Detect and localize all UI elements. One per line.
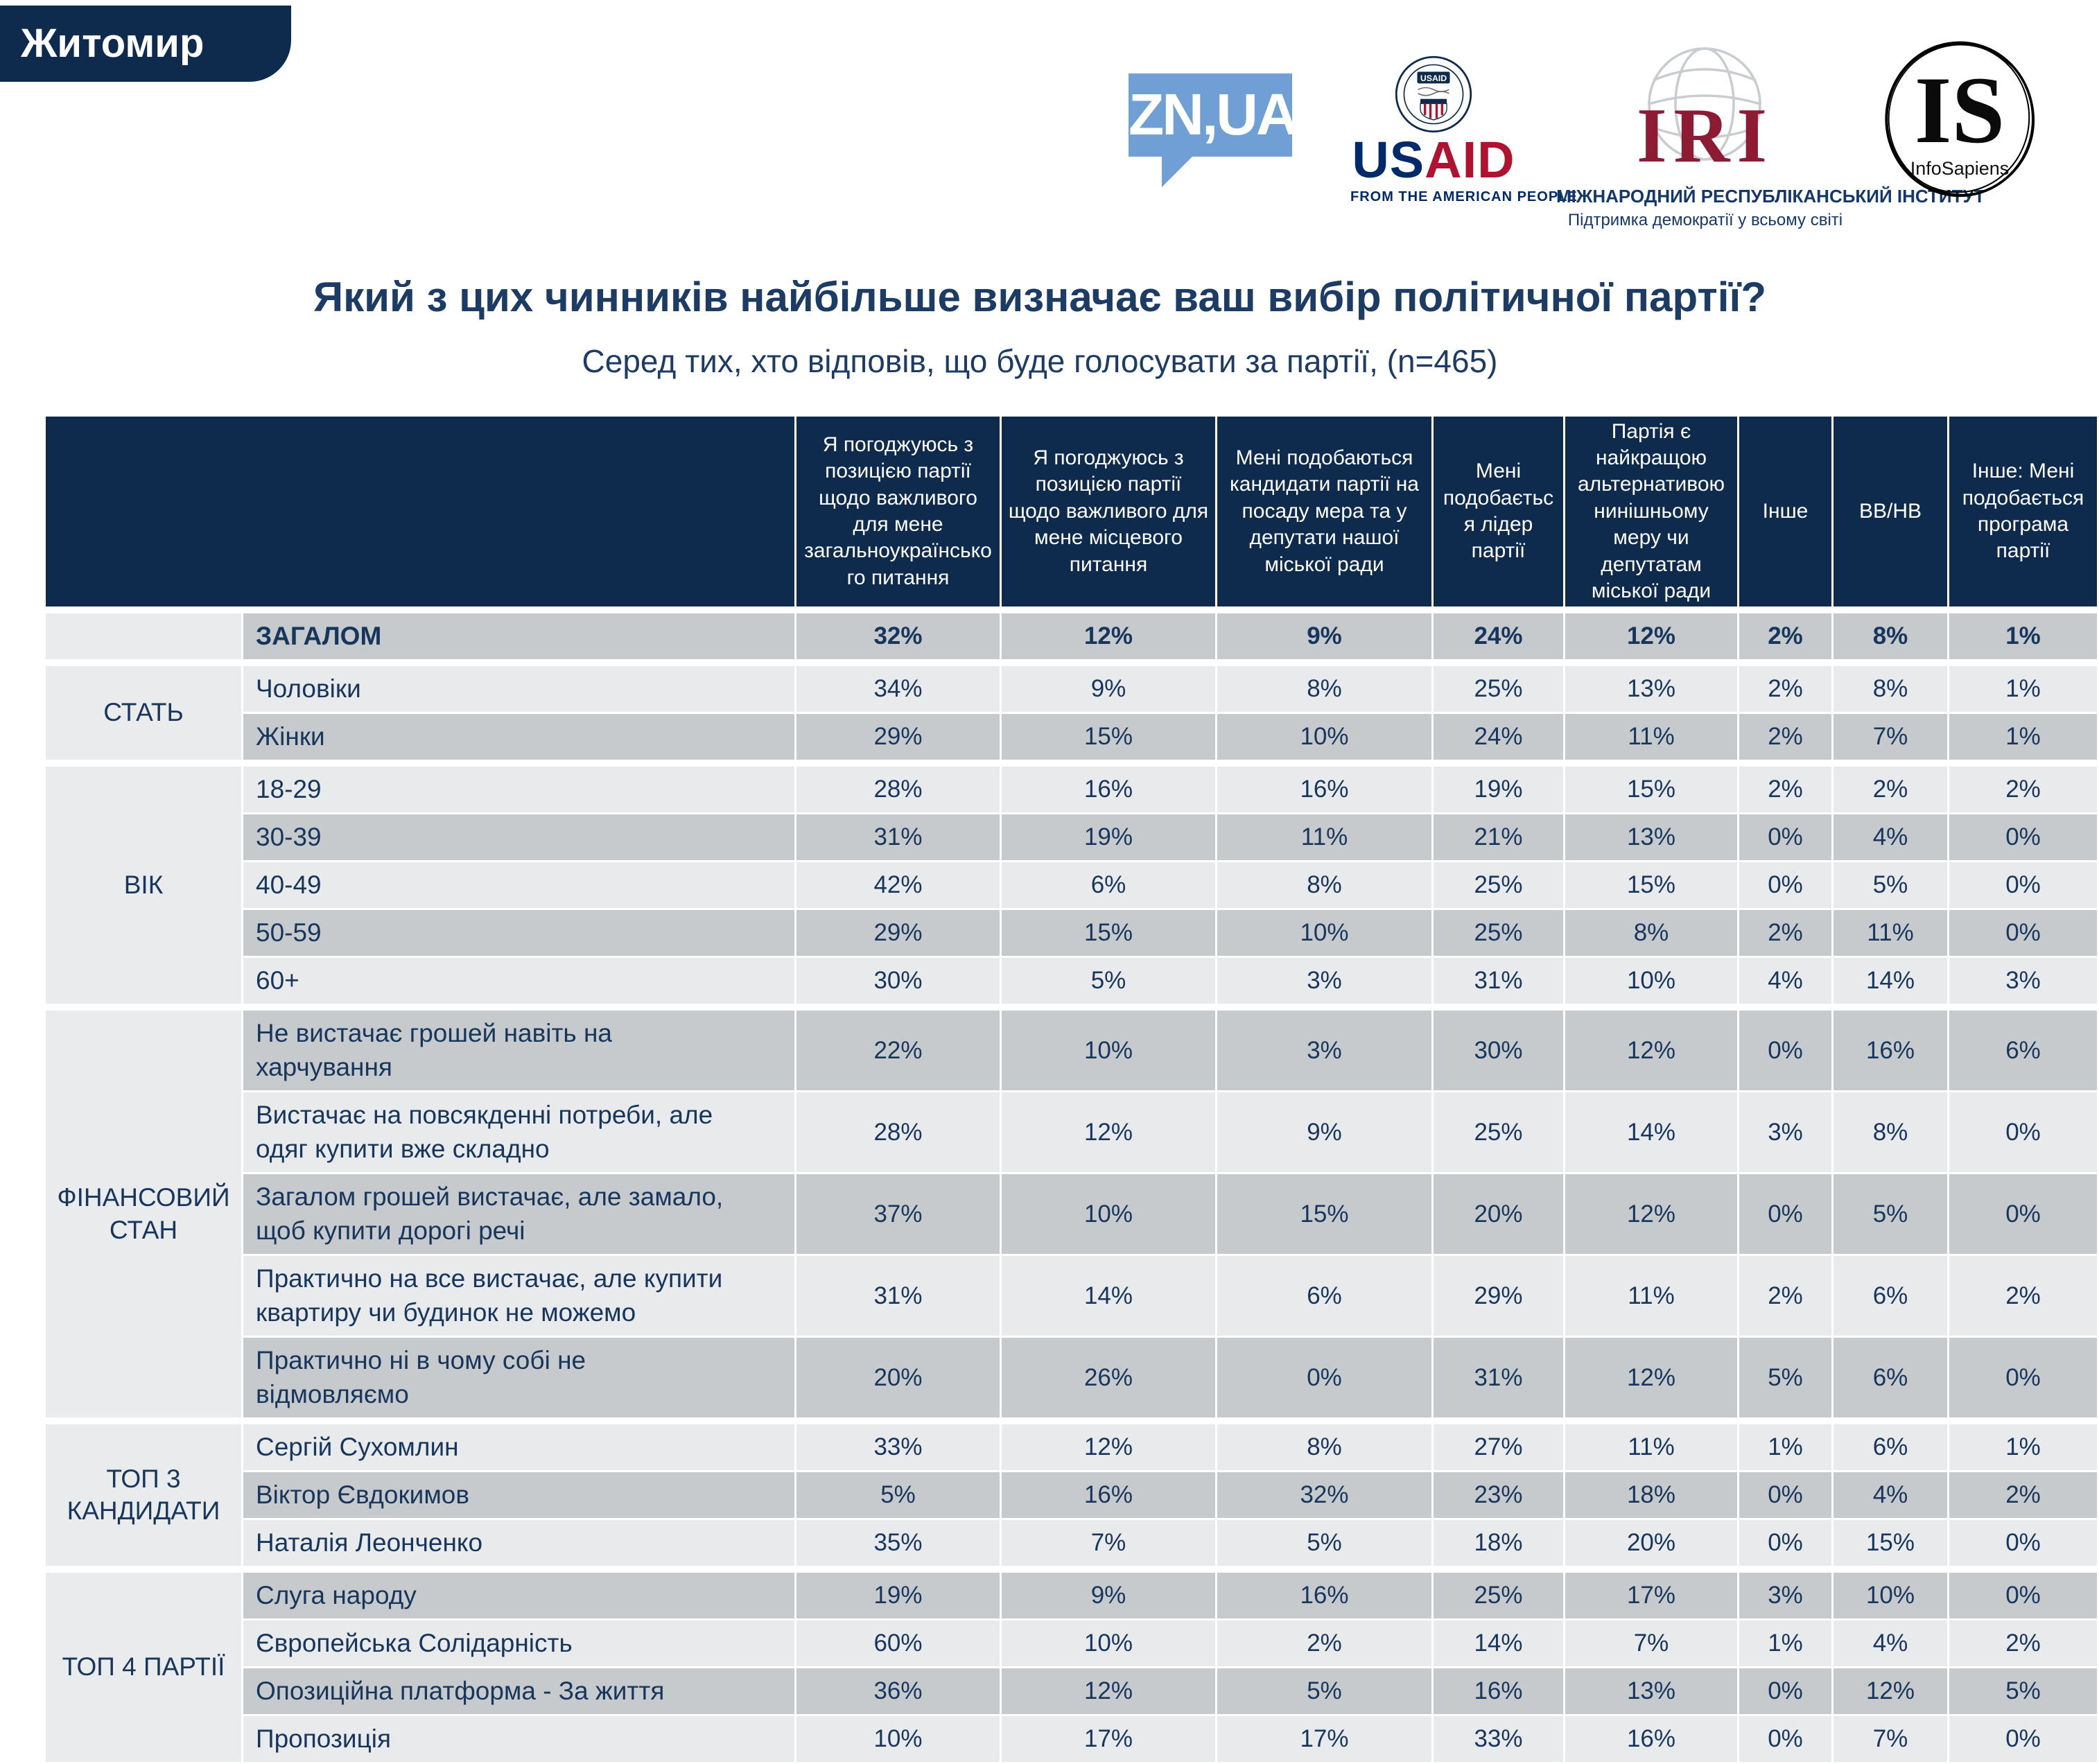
value-cell: 8% xyxy=(1834,666,1947,712)
value-cell: 5% xyxy=(1739,1338,1831,1417)
value-cell: 2% xyxy=(1217,1621,1431,1666)
value-cell: 0% xyxy=(1949,1174,2097,1254)
table-row xyxy=(46,862,2097,908)
row-label: Слуга народу xyxy=(243,1573,794,1618)
usaid-wordmark-us: US xyxy=(1352,131,1425,189)
value-cell: 17% xyxy=(1002,1716,1215,1762)
value-cell: 12% xyxy=(1002,1092,1215,1172)
table-row xyxy=(46,1520,2097,1566)
value-cell: 10% xyxy=(796,1716,1000,1762)
value-cell: 5% xyxy=(1834,1174,1947,1254)
value-cell: 21% xyxy=(1434,814,1563,860)
value-cell: 26% xyxy=(1002,1338,1215,1417)
value-cell: 12% xyxy=(1565,1338,1737,1417)
value-cell: 10% xyxy=(1002,1174,1215,1254)
value-cell: 3% xyxy=(1739,1573,1831,1618)
value-cell: 7% xyxy=(1565,1621,1737,1666)
value-cell: 29% xyxy=(796,910,1000,956)
usaid-logo xyxy=(1350,55,1578,205)
value-cell: 0% xyxy=(1949,1338,2097,1417)
value-cell: 9% xyxy=(1217,1092,1431,1172)
value-cell: 0% xyxy=(1949,862,2097,908)
row-label: Пропозиція xyxy=(243,1716,794,1762)
value-cell: 60% xyxy=(796,1621,1000,1666)
value-cell: 14% xyxy=(1002,1256,1215,1336)
value-cell: 11% xyxy=(1834,910,1947,956)
value-cell: 0% xyxy=(1949,1716,2097,1762)
value-cell: 31% xyxy=(796,814,1000,860)
value-cell: 3% xyxy=(1949,958,2097,1004)
value-cell: 10% xyxy=(1834,1573,1947,1618)
value-cell: 6% xyxy=(1834,1424,1947,1470)
value-cell: 15% xyxy=(1834,1520,1947,1566)
value-cell: 5% xyxy=(1217,1668,1431,1714)
table-row xyxy=(46,1424,2097,1470)
value-cell: 1% xyxy=(1949,1424,2097,1470)
value-cell: 23% xyxy=(1434,1472,1563,1518)
value-cell: 5% xyxy=(1217,1520,1431,1566)
group-label: ТОП 4 ПАРТІЇ xyxy=(46,1573,241,1762)
value-cell: 10% xyxy=(1565,958,1737,1004)
value-cell: 12% xyxy=(1834,1668,1947,1714)
group-label: ВІК xyxy=(46,767,241,1004)
region-tag: Житомир xyxy=(0,6,291,82)
value-cell: 1% xyxy=(1949,714,2097,760)
group-label: СТАТЬ xyxy=(46,666,241,760)
value-cell: 8% xyxy=(1834,1092,1947,1172)
value-cell: 4% xyxy=(1739,958,1831,1004)
value-cell: 2% xyxy=(1949,1256,2097,1336)
value-cell: 1% xyxy=(1739,1621,1831,1666)
value-cell: 15% xyxy=(1565,862,1737,908)
table-row xyxy=(46,1621,2097,1666)
value-cell: 5% xyxy=(796,1472,1000,1518)
value-cell: 15% xyxy=(1002,714,1215,760)
value-cell: 28% xyxy=(796,767,1000,812)
table-row xyxy=(46,1092,2097,1172)
value-cell: 11% xyxy=(1565,1256,1737,1336)
value-cell: 16% xyxy=(1002,767,1215,812)
value-cell: 12% xyxy=(1002,613,1215,659)
value-cell: 18% xyxy=(1434,1520,1563,1566)
row-label: Сергій Сухомлин xyxy=(243,1424,794,1470)
table-row xyxy=(46,1716,2097,1762)
value-cell: 14% xyxy=(1565,1092,1737,1172)
value-cell: 35% xyxy=(796,1520,1000,1566)
value-cell: 6% xyxy=(1949,1011,2097,1090)
value-cell: 4% xyxy=(1834,1621,1947,1666)
value-cell: 0% xyxy=(1739,1520,1831,1566)
value-cell: 12% xyxy=(1565,613,1737,659)
value-cell: 18% xyxy=(1565,1472,1737,1518)
value-cell: 8% xyxy=(1217,862,1431,908)
value-cell: 6% xyxy=(1834,1338,1947,1417)
value-cell: 4% xyxy=(1834,1472,1947,1518)
value-cell: 29% xyxy=(1434,1256,1563,1336)
value-cell: 3% xyxy=(1739,1092,1831,1172)
value-cell: 5% xyxy=(1834,862,1947,908)
value-cell: 28% xyxy=(796,1092,1000,1172)
value-cell: 8% xyxy=(1565,910,1737,956)
value-cell: 12% xyxy=(1565,1011,1737,1090)
row-label: Жінки xyxy=(243,714,794,760)
value-cell: 27% xyxy=(1434,1424,1563,1470)
usaid-wordmark xyxy=(1350,131,1517,189)
value-cell: 19% xyxy=(1002,814,1215,860)
value-cell: 0% xyxy=(1739,1668,1831,1714)
value-cell: 3% xyxy=(1217,1011,1431,1090)
group-separator xyxy=(46,609,2097,611)
value-cell: 2% xyxy=(1739,714,1831,760)
group-separator xyxy=(46,661,2097,664)
value-cell: 0% xyxy=(1739,1472,1831,1518)
value-cell: 33% xyxy=(1434,1716,1563,1762)
value-cell: 42% xyxy=(796,862,1000,908)
infosapiens-logo xyxy=(1880,36,2039,204)
value-cell: 7% xyxy=(1834,1716,1947,1762)
row-label: 50-59 xyxy=(243,910,794,956)
group-separator xyxy=(46,1420,2097,1422)
value-cell: 2% xyxy=(1834,767,1947,812)
znua-logo-text: ZN,UA xyxy=(1129,82,1296,147)
value-cell: 22% xyxy=(796,1011,1000,1090)
value-cell: 0% xyxy=(1217,1338,1431,1417)
page-title: Який з цих чинників найбільше визначає ваш вибір політичної партії? xyxy=(313,274,1766,320)
usaid-seal-text: USAID xyxy=(1420,73,1447,83)
column-header: Я погоджуюсь з позицією партії щодо важливого для мене загальноукраїнського питання xyxy=(796,417,1000,606)
table-row xyxy=(46,814,2097,860)
table-row xyxy=(46,1011,2097,1090)
row-label: Наталія Леонченко xyxy=(243,1520,794,1566)
value-cell: 6% xyxy=(1002,862,1215,908)
group-label: ТОП 3 КАНДИДАТИ xyxy=(46,1424,241,1566)
group-separator xyxy=(46,1006,2097,1008)
column-header: ВВ/НВ xyxy=(1834,417,1947,606)
row-label: 30-39 xyxy=(243,814,794,860)
group-separator xyxy=(46,762,2097,765)
table-row xyxy=(46,1256,2097,1336)
row-label: Загалом грошей вистачає, але замало, щоб купити дорогі речі xyxy=(243,1174,794,1254)
value-cell: 0% xyxy=(1739,1174,1831,1254)
column-header: Інше: Мені подобається програма партії xyxy=(1949,417,2097,606)
usaid-tagline: FROM THE AMERICAN PEOPLE xyxy=(1350,189,1578,204)
crosstab-table xyxy=(44,414,2099,1764)
value-cell: 25% xyxy=(1434,666,1563,712)
row-label: 40-49 xyxy=(243,862,794,908)
value-cell: 16% xyxy=(1434,1668,1563,1714)
value-cell: 19% xyxy=(796,1573,1000,1618)
value-cell: 16% xyxy=(1217,767,1431,812)
table-row xyxy=(46,1472,2097,1518)
value-cell: 5% xyxy=(1949,1668,2097,1714)
value-cell: 7% xyxy=(1834,714,1947,760)
value-cell: 0% xyxy=(1739,814,1831,860)
row-label: Вистачає на повсякденні потреби, але одяг купити вже складно xyxy=(243,1092,794,1172)
value-cell: 5% xyxy=(1002,958,1215,1004)
value-cell: 8% xyxy=(1834,613,1947,659)
column-header: Партія є найкращою альтернативою нинішньому меру чи депутатам міської ради xyxy=(1565,417,1737,606)
value-cell: 15% xyxy=(1002,910,1215,956)
value-cell: 20% xyxy=(1434,1174,1563,1254)
value-cell: 16% xyxy=(1002,1472,1215,1518)
value-cell: 24% xyxy=(1434,714,1563,760)
znua-speech-tail-icon xyxy=(1162,155,1194,187)
row-label: 60+ xyxy=(243,958,794,1004)
row-label: Європейська Солідарність xyxy=(243,1621,794,1666)
value-cell: 16% xyxy=(1565,1716,1737,1762)
value-cell: 17% xyxy=(1217,1716,1431,1762)
value-cell: 13% xyxy=(1565,814,1737,860)
iri-tagline: Підтримка демократії у всьому світі xyxy=(1567,211,1843,229)
value-cell: 19% xyxy=(1434,767,1563,812)
value-cell: 0% xyxy=(1739,1011,1831,1090)
value-cell: 31% xyxy=(796,1256,1000,1336)
value-cell: 31% xyxy=(1434,958,1563,1004)
value-cell: 4% xyxy=(1834,814,1947,860)
value-cell: 14% xyxy=(1834,958,1947,1004)
value-cell: 7% xyxy=(1002,1520,1215,1566)
value-cell: 11% xyxy=(1565,714,1737,760)
value-cell: 2% xyxy=(1949,1472,2097,1518)
value-cell: 6% xyxy=(1217,1256,1431,1336)
value-cell: 13% xyxy=(1565,666,1737,712)
value-cell: 8% xyxy=(1217,1424,1431,1470)
value-cell: 1% xyxy=(1949,613,2097,659)
row-label: Віктор Євдокимов xyxy=(243,1472,794,1518)
value-cell: 2% xyxy=(1949,1621,2097,1666)
value-cell: 25% xyxy=(1434,1573,1563,1618)
value-cell: 0% xyxy=(1739,1716,1831,1762)
iri-acronym: IRI xyxy=(1636,93,1775,179)
group-separator xyxy=(46,1568,2097,1571)
row-label: Чоловіки xyxy=(243,666,794,712)
table-corner xyxy=(46,417,794,606)
value-cell: 20% xyxy=(1565,1520,1737,1566)
table-row xyxy=(46,1174,2097,1254)
value-cell: 24% xyxy=(1434,613,1563,659)
value-cell: 10% xyxy=(1002,1621,1215,1666)
table-row xyxy=(46,613,2097,659)
value-cell: 29% xyxy=(796,714,1000,760)
value-cell: 16% xyxy=(1217,1573,1431,1618)
value-cell: 13% xyxy=(1565,1668,1737,1714)
table-row xyxy=(46,714,2097,760)
group-label: ФІНАНСОВИЙ СТАН xyxy=(46,1011,241,1417)
value-cell: 8% xyxy=(1217,666,1431,712)
value-cell: 12% xyxy=(1002,1668,1215,1714)
value-cell: 3% xyxy=(1217,958,1431,1004)
value-cell: 11% xyxy=(1217,814,1431,860)
column-header: Мені подобається лідер партії xyxy=(1434,417,1563,606)
table-row xyxy=(46,910,2097,956)
value-cell: 0% xyxy=(1949,1092,2097,1172)
infosapiens-name: InfoSapiens xyxy=(1910,158,2010,179)
value-cell: 31% xyxy=(1434,1338,1563,1417)
row-label: Практично на все вистачає, але купити квартиру чи будинок не можемо xyxy=(243,1256,794,1336)
value-cell: 9% xyxy=(1002,1573,1215,1618)
value-cell: 2% xyxy=(1739,910,1831,956)
value-cell: 2% xyxy=(1739,666,1831,712)
value-cell: 10% xyxy=(1217,910,1431,956)
value-cell: 32% xyxy=(1217,1472,1431,1518)
row-label: 18-29 xyxy=(243,767,794,812)
usaid-wordmark-aid: AID xyxy=(1425,131,1515,189)
iri-institute-line: МІЖНАРОДНИЙ РЕСПУБЛІКАНСЬКИЙ ІНСТИТУТ xyxy=(1556,186,1985,207)
value-cell: 1% xyxy=(1739,1424,1831,1470)
table-row xyxy=(46,666,2097,712)
value-cell: 2% xyxy=(1949,767,2097,812)
value-cell: 15% xyxy=(1565,767,1737,812)
table-row xyxy=(46,1338,2097,1417)
value-cell: 9% xyxy=(1002,666,1215,712)
value-cell: 34% xyxy=(796,666,1000,712)
value-cell: 2% xyxy=(1739,613,1831,659)
znua-logo xyxy=(1129,73,1296,157)
row-label: Опозиційна платформа - За життя xyxy=(243,1668,794,1714)
value-cell: 25% xyxy=(1434,1092,1563,1172)
value-cell: 16% xyxy=(1834,1011,1947,1090)
row-label: ЗАГАЛОМ xyxy=(243,613,794,659)
infosapiens-acronym: IS xyxy=(1914,57,2005,163)
page-subtitle: Серед тих, хто відповів, що буде голосувати за партії, (n=465) xyxy=(582,343,1498,379)
value-cell: 37% xyxy=(796,1174,1000,1254)
table-row xyxy=(46,958,2097,1004)
table-row xyxy=(46,767,2097,812)
value-cell: 10% xyxy=(1217,714,1431,760)
value-cell: 32% xyxy=(796,613,1000,659)
column-header: Мені подобаються кандидати партії на посаду мера та у депутати нашої міської ради xyxy=(1217,417,1431,606)
value-cell: 0% xyxy=(1949,910,2097,956)
value-cell: 20% xyxy=(796,1338,1000,1417)
value-cell: 0% xyxy=(1949,1573,2097,1618)
value-cell: 1% xyxy=(1949,666,2097,712)
value-cell: 36% xyxy=(796,1668,1000,1714)
value-cell: 6% xyxy=(1834,1256,1947,1336)
row-label: Практично ні в чому собі не відмовляємо xyxy=(243,1338,794,1417)
value-cell: 30% xyxy=(1434,1011,1563,1090)
value-cell: 0% xyxy=(1949,1520,2097,1566)
value-cell: 30% xyxy=(796,958,1000,1004)
value-cell: 33% xyxy=(796,1424,1000,1470)
table-row xyxy=(46,1573,2097,1618)
value-cell: 25% xyxy=(1434,862,1563,908)
value-cell: 10% xyxy=(1002,1011,1215,1090)
column-header: Я погоджуюсь з позицією партії щодо важливого для мене місцевого питання xyxy=(1002,417,1215,606)
value-cell: 11% xyxy=(1565,1424,1737,1470)
value-cell: 0% xyxy=(1739,862,1831,908)
value-cell: 17% xyxy=(1565,1573,1737,1618)
value-cell: 12% xyxy=(1565,1174,1737,1254)
value-cell: 2% xyxy=(1739,767,1831,812)
value-cell: 0% xyxy=(1949,814,2097,860)
value-cell: 12% xyxy=(1002,1424,1215,1470)
group-label xyxy=(46,613,241,659)
value-cell: 14% xyxy=(1434,1621,1563,1666)
table-row xyxy=(46,1668,2097,1714)
value-cell: 25% xyxy=(1434,910,1563,956)
value-cell: 2% xyxy=(1739,1256,1831,1336)
row-label: Не вистачає грошей навіть на харчування xyxy=(243,1011,794,1090)
value-cell: 9% xyxy=(1217,613,1431,659)
value-cell: 15% xyxy=(1217,1174,1431,1254)
column-header: Інше xyxy=(1739,417,1831,606)
usaid-seal-icon xyxy=(1395,55,1472,133)
